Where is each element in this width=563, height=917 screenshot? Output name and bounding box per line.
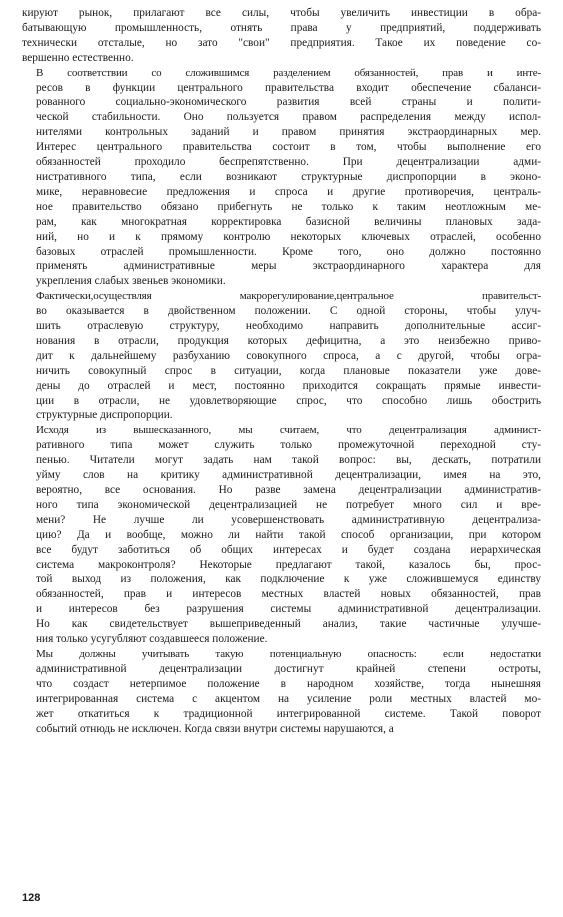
text-line: ративного типа может служить только промежуточной переходной сту- <box>36 439 541 452</box>
text-line: рам, как многократная корректировка базисной величины плановых зада- <box>36 215 541 228</box>
text-line: мике, неравновесие предложения и спроса и другие противоречия, централь- <box>36 185 541 198</box>
text-line: технически отсталые, но зато "свои" предприятия. Такое их поведение со- <box>22 36 541 49</box>
text-line: обязанностей, прав и интересов местных властей новых обязанностей, прав <box>36 588 541 601</box>
text-line: обязанностей проходило беспрепятственно. При децентрализации адми- <box>36 156 541 169</box>
text-line: ного типа экономической децентрализацией не потребует много сил и вре- <box>36 498 541 511</box>
text-line: шить отраслевую структуру, необходимо направить дополнительные ассиг- <box>36 320 541 333</box>
text-line: административной децентрализации достигнут крайней степени остроты, <box>36 662 541 675</box>
text-line: Но как свидетельствует вышеприведенный анализ, такие частичные улучше- <box>36 618 541 631</box>
text-line: той выход из положения, как подключение к уже сложившемуся единству <box>36 573 541 586</box>
text-line: уйму слов на критику административной децентрализации, имея на это, <box>36 469 541 482</box>
text-line: Интерес центрального правительства состоит в том, чтобы выполнение его <box>36 141 541 154</box>
text-line: ное правительство обязано прибегнуть не только к таким неотложным ме- <box>36 200 541 213</box>
text-line: мени? Не лучше ли усовершенствовать административную децентрализа- <box>36 513 541 526</box>
text-line: дит к дальнейшему разбуханию совокупного спроса, а с другой, чтобы огра- <box>36 349 541 362</box>
text-line: ческой стабильности. Оно пользуется правом распределения между испол- <box>36 111 541 124</box>
text-line: Исходя из вышесказанного, мы считаем, что децентрализация админист- <box>36 424 541 437</box>
text-line: вершенно естественно. <box>22 51 134 64</box>
text-line: система макроконтроля? Некоторые предлагают такой, казалось бы, прос- <box>36 558 541 571</box>
text-line: ний, но и к прямому контролю некоторых ключевых отраслей, особенно <box>36 230 541 243</box>
text-line: интегрированная система с акцентом на усиление роли местных властей мо- <box>36 692 541 705</box>
text-line: цию? Да и вообще, можно ли найти такой способ организации, при котором <box>36 528 541 541</box>
body-text <box>22 6 541 736</box>
page-number: 128 <box>22 892 41 904</box>
paragraph <box>22 647 541 736</box>
text-line: ничить совокупный спрос в ситуации, когда плановые показатели уже дове- <box>36 364 541 377</box>
text-line: дены до отраслей и мест, постоянно приходится сокращать прямые инвести- <box>36 379 541 392</box>
text-line: пенью. Читатели могут задать нам такой вопрос: вы, дескать, потратили <box>36 454 541 467</box>
text-line: вероятно, все основания. Но разве замена децентрализации административ- <box>36 484 541 496</box>
text-line: Мы должны учитывать такую потенциальную опасность: если недостатки <box>36 647 541 660</box>
paragraph <box>22 289 541 423</box>
text-line: укрепления слабых звеньев экономики. <box>36 275 226 288</box>
text-line: применять административные меры экстраординарного характера для <box>36 260 541 273</box>
text-line: ции в отрасли, не удовлетворяющие спрос, что способно лишь обострить <box>36 394 541 407</box>
text-line: батывающую промышленность, отнять права у предприятий, поддерживать <box>22 21 541 34</box>
paragraph <box>22 6 541 66</box>
text-line: все будут заботиться об общих интересах и будет создана иерархическая <box>36 543 541 556</box>
text-line: Фактически,осуществляя макрорегулирование,центральное правительст- <box>36 290 541 303</box>
text-line: рованного социально-экономического развития всей страны и полити- <box>36 96 541 109</box>
text-line: В соответствии со сложившимся разделением обязанностей, прав и инте- <box>36 66 541 79</box>
text-line: и интересов без разрушения системы административной децентрализации. <box>36 603 541 616</box>
text-line: ресов в функции центрального правительства входит обеспечение сбаланси- <box>36 81 541 94</box>
text-line: во оказывается в двойственном положении. С одной стороны, чтобы улуч- <box>36 305 541 318</box>
paragraph <box>22 423 541 647</box>
text-line: структурные диспропорции. <box>36 409 173 422</box>
text-line: нителями контрольных заданий и правом принятия экстраординарных мер. <box>36 126 541 139</box>
text-line: кируют рынок, прилагают все силы, чтобы увеличить инвестиции в обра- <box>22 7 541 19</box>
text-line: что создаст нетерпимое положение в народном хозяйстве, тогда нынешняя <box>36 677 541 690</box>
text-line: событий отнюдь не исключен. Когда связи внутри системы нарушаются, а <box>36 722 394 735</box>
text-line: нистративного типа, если возникают структурные диспропорции в эконо- <box>36 170 541 183</box>
text-line: базовых отраслей промышленности. Кроме того, оно должно постоянно <box>36 245 541 258</box>
paragraph <box>22 66 541 290</box>
text-line: нования в отрасли, продукция которых дефицитна, а это неизбежно приво- <box>36 334 541 347</box>
text-line: жет откатиться к традиционной интегрированной системе. Такой поворот <box>36 707 541 720</box>
text-line: ния только усугубляют создавшееся положение. <box>36 633 268 646</box>
